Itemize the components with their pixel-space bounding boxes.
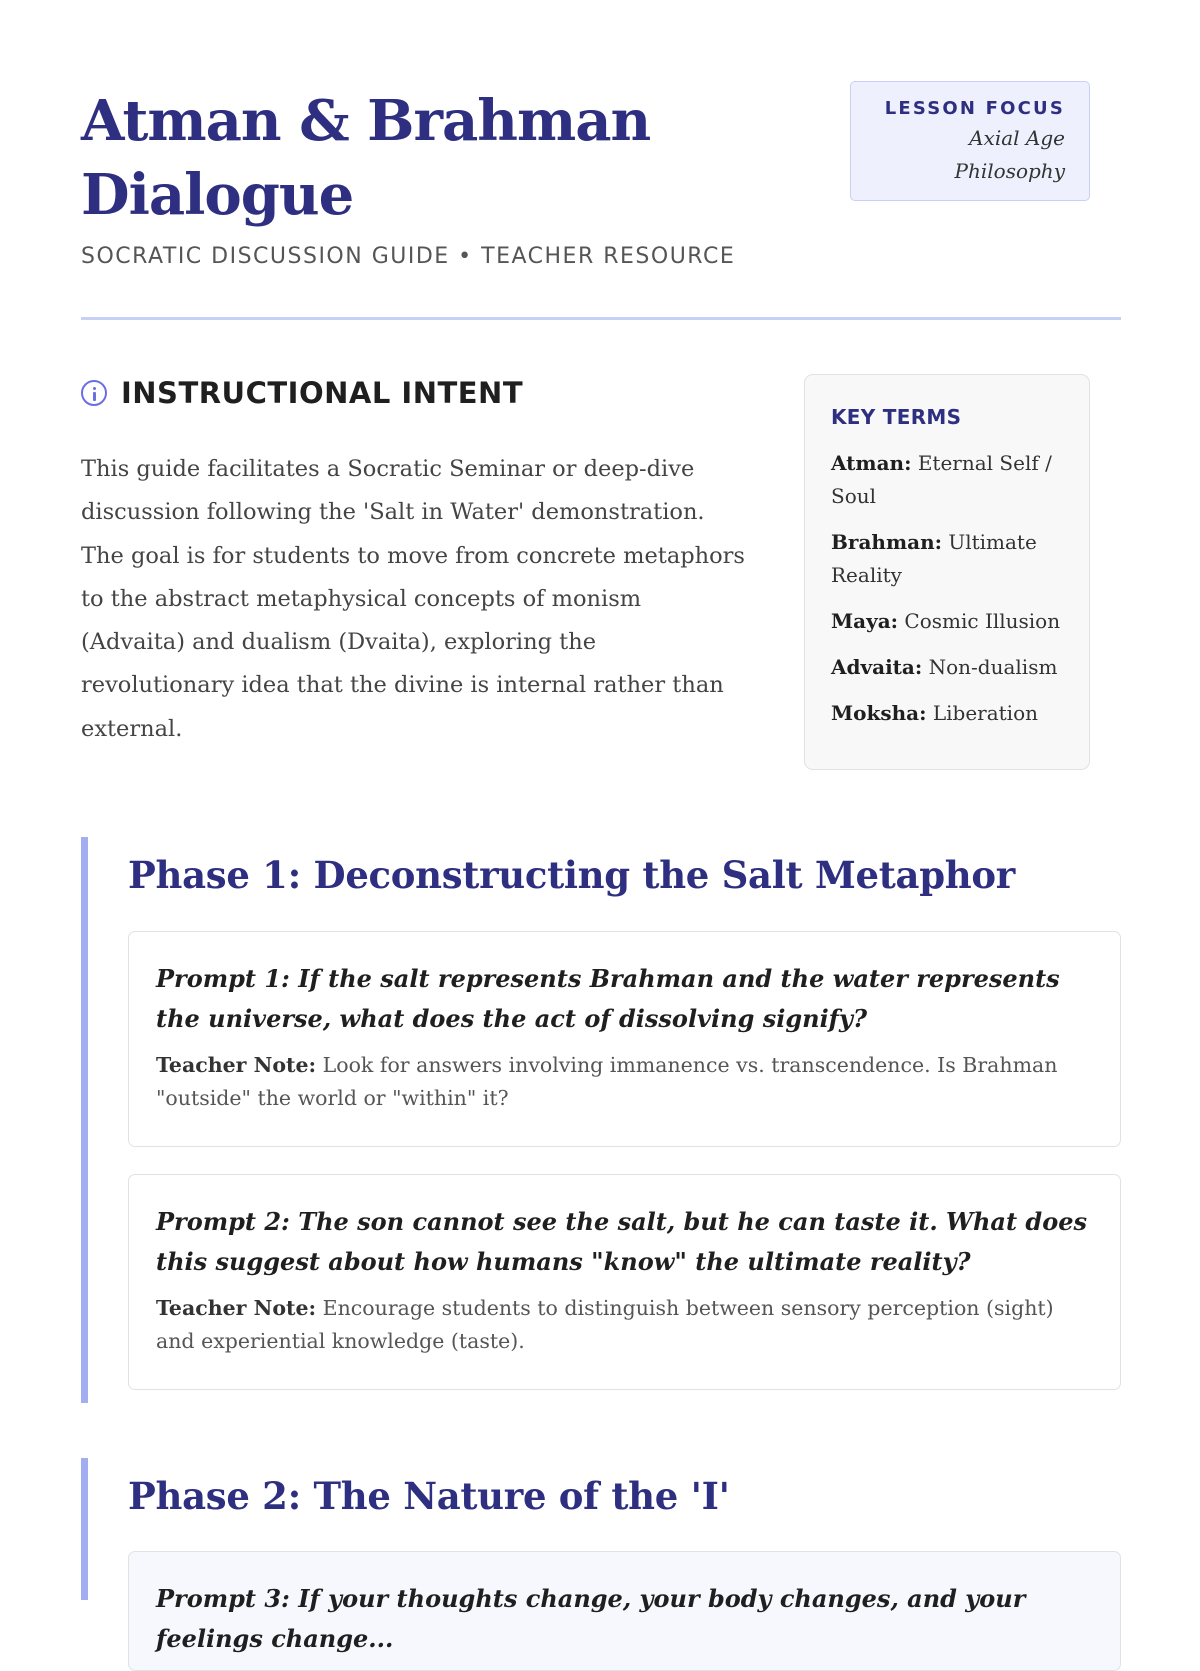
prompt-card [128,931,1121,1147]
page-subtitle: SOCRATIC DISCUSSION GUIDE • TEACHER RESOURCE [81,244,736,269]
prompt-card [128,1174,1121,1390]
key-term-name: Advaita: [831,655,923,679]
intent-heading [81,376,523,410]
phase-title: Phase 2: The Nature of the 'I' [128,1474,730,1518]
key-terms-box [804,374,1090,770]
key-term-item [831,697,1069,730]
info-icon [81,380,107,406]
teacher-note-label: Teacher Note: [156,1053,317,1077]
key-term-name: Brahman: [831,530,942,554]
key-term-definition: Ultimate Reality [831,530,1037,587]
teacher-note [156,1049,1094,1115]
lesson-focus-box [850,81,1090,201]
teacher-note-text: Encourage students to distinguish between sensory perception (sight) and experiential knowledge (taste). [156,1296,1054,1353]
prompt-text: Prompt 2: The son cannot see the salt, but he can taste it. What does this suggest about how humans "know" the ultimate reality? [156,1207,1087,1276]
intent-body: This guide facilitates a Socratic Seminar or deep-dive discussion following the 'Salt in Water' demonstration. The goal is for students to move from concrete metaphors to the abstract metaphysical concepts of monism (Advaita) and dualism (Dvaita), exploring the revolutionary idea that the divine is internal rather than external. [81,456,745,742]
teacher-note-label: Teacher Note: [156,1296,317,1320]
phase-section [81,1458,1121,1653]
intent-title: INSTRUCTIONAL INTENT [121,376,524,410]
teacher-note [156,1292,1094,1358]
key-term-item [831,447,1069,513]
key-term-item [831,651,1069,684]
key-terms-title: KEY TERMS [831,405,962,429]
key-term-item [831,526,1069,592]
header-divider [81,317,1121,320]
key-term-item [831,605,1069,638]
key-term-definition: Liberation [932,701,1038,725]
phase-title: Phase 1: Deconstructing the Salt Metaphor [128,853,1015,897]
prompt-card [128,1551,1121,1671]
lesson-focus-label: LESSON FOCUS [884,98,1065,119]
key-term-name: Atman: [831,451,912,475]
phase-section [81,837,1121,1403]
key-term-name: Moksha: [831,701,927,725]
key-term-name: Maya: [831,609,899,633]
lesson-focus-value: Axial Age Philosophy [954,126,1065,183]
key-term-definition: Cosmic Illusion [904,609,1061,633]
key-term-definition: Non-dualism [928,655,1058,679]
prompt-text: Prompt 1: If the salt represents Brahman and the water represents the universe, what does the act of dissolving signify? [156,964,1060,1033]
prompt-text: Prompt 3: If your thoughts change, your body changes, and your feelings change... [156,1584,1026,1653]
key-term-definition: Eternal Self / Soul [831,451,1052,508]
page-title: Atman & Brahman Dialogue [81,88,651,228]
teacher-note-text: Look for answers involving immanence vs. transcendence. Is Brahman "outside" the world or "within" it? [156,1053,1058,1110]
